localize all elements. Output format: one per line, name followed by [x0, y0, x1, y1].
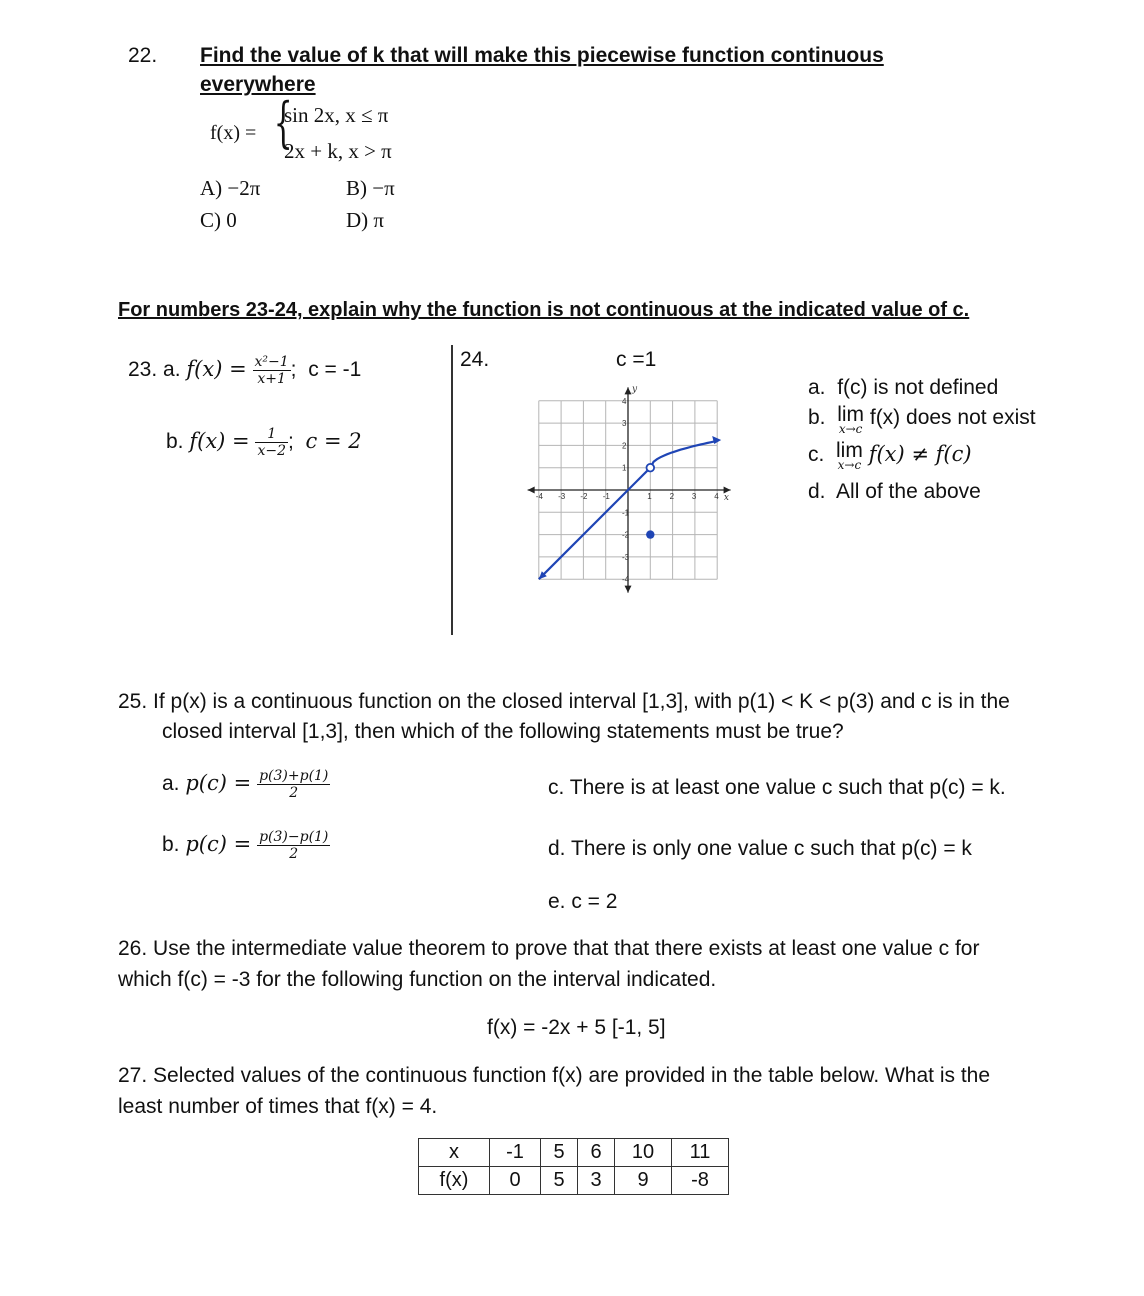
- table-cell: 10: [615, 1139, 672, 1167]
- q23a: [128, 354, 361, 387]
- q22-piece1: sin 2x, x ≤ π: [284, 103, 389, 127]
- table-cell: -8: [672, 1167, 729, 1195]
- table-cell: 0: [490, 1167, 541, 1195]
- q24-option-d[interactable]: [808, 480, 981, 504]
- x-tick-label: 2: [669, 492, 675, 501]
- lim-word: lim: [837, 403, 865, 426]
- q25-line2: closed interval [1,3], then which of the following statements must be true?: [162, 720, 844, 743]
- x-tick-label: -4: [535, 492, 543, 501]
- lim-word: lim: [836, 439, 863, 462]
- y-tick-label: 4: [622, 396, 627, 406]
- q23b-den: x−2: [257, 443, 287, 459]
- q22-option-a[interactable]: [200, 176, 260, 201]
- table-row-fx: [419, 1167, 729, 1195]
- vertical-divider: [451, 345, 453, 635]
- q22-piece2: 2x + k, x > π: [284, 139, 392, 163]
- q23a-den: x+1: [257, 371, 286, 387]
- table-cell: 11: [672, 1139, 729, 1167]
- x-tick-label: -1: [602, 492, 610, 501]
- q27-values-table: [418, 1138, 729, 1195]
- q25a-den: 2: [289, 785, 299, 801]
- y-axis-arrow-up: [625, 387, 632, 394]
- q23a-fx: f(x) =: [186, 357, 247, 382]
- x-tick-label: -3: [558, 492, 566, 501]
- q25-option-c[interactable]: c. There is at least one value c such that p(c) = k.: [548, 776, 1006, 799]
- option-text: f(c) is not defined: [837, 376, 999, 399]
- row-header-fx: f(x): [419, 1167, 490, 1195]
- option-label: b.: [162, 833, 180, 857]
- table-cell: 6: [578, 1139, 615, 1167]
- lim-notation: [836, 439, 863, 472]
- option-value: 0: [226, 208, 237, 232]
- option-label: A): [200, 176, 223, 200]
- q25b-num: p(3)−p(1): [259, 829, 329, 845]
- q23a-fraction: [253, 354, 291, 387]
- q22-brace: {: [273, 91, 293, 154]
- option-value: −2π: [227, 176, 261, 200]
- lim-notation: [837, 403, 865, 436]
- q22-fx-label: f(x) =: [210, 122, 257, 144]
- open-point: [647, 464, 655, 472]
- closed-point: [646, 530, 654, 538]
- option-label: d.: [808, 480, 826, 503]
- q23b-fraction: [255, 426, 288, 459]
- q24-c-value: c =1: [616, 348, 657, 371]
- y-tick-label: 2: [622, 441, 627, 451]
- q23a-num: x²−1: [254, 354, 289, 370]
- row-header-x: x: [419, 1139, 490, 1167]
- q23b-c: c = 2: [305, 429, 362, 454]
- q27-line2: least number of times that f(x) = 4.: [118, 1095, 438, 1118]
- q27-line1: 27. Selected values of the continuous function f(x) are provided in the table below. What is the: [118, 1064, 991, 1087]
- q26-line2: which f(c) = -3 for the following function on the interval indicated.: [118, 968, 717, 991]
- q25-option-a[interactable]: [162, 768, 330, 801]
- section-23-24-heading: For numbers 23-24, explain why the function is not continuous at the indicated value of c.: [118, 299, 970, 321]
- q25a-fraction: [257, 768, 330, 801]
- q24-option-a[interactable]: [808, 376, 998, 400]
- x-axis-arrow-left: [528, 487, 535, 494]
- option-label: a.: [162, 772, 180, 796]
- q25-option-e[interactable]: e. c = 2: [548, 890, 618, 913]
- graph-plot: [539, 436, 721, 579]
- q23b-label: b.: [166, 430, 184, 454]
- table-cell: 5: [541, 1167, 578, 1195]
- option-label: a.: [808, 376, 826, 399]
- q22-number: 22.: [128, 44, 158, 67]
- q25-line1: 25. If p(x) is a continuous function on the closed interval [1,3], with p(1) < K < p(3) and c is in the: [118, 690, 1010, 713]
- table-cell: 9: [615, 1167, 672, 1195]
- table-row-x: [419, 1139, 729, 1167]
- y-tick-label: -3: [622, 552, 630, 562]
- x-axis-label: x: [723, 493, 729, 503]
- x-tick-label: 3: [691, 492, 697, 501]
- q22-option-d[interactable]: [346, 208, 384, 233]
- linear-segment: [539, 468, 651, 580]
- q26-line1: 26. Use the intermediate value theorem to prove that that there exists at least one value c for: [118, 937, 980, 960]
- q24-graph: [518, 378, 740, 594]
- q22-option-b[interactable]: [346, 176, 395, 201]
- option-lhs: p(c) =: [185, 771, 252, 796]
- x-tick-label: -2: [580, 492, 588, 501]
- semicolon: ;: [288, 430, 294, 454]
- option-lhs: p(c) =: [185, 832, 252, 857]
- option-label: b.: [808, 406, 826, 429]
- q23a-c: c = -1: [308, 358, 362, 382]
- q23b-fx: f(x) =: [189, 429, 250, 454]
- q22-prompt-line2: everywhere: [200, 73, 316, 96]
- lim-sub: x→c: [838, 422, 863, 436]
- table-cell: -1: [490, 1139, 541, 1167]
- option-text: f(x) does not exist: [869, 406, 1036, 429]
- x-tick-label: 4: [714, 492, 719, 501]
- q24-number: 24.: [460, 348, 490, 371]
- q23a-label: 23. a.: [128, 358, 181, 382]
- q25b-fraction: [257, 829, 330, 862]
- option-value: −π: [372, 176, 395, 200]
- q26-function: f(x) = -2x + 5 [-1, 5]: [487, 1016, 666, 1039]
- x-tick-label: 1: [647, 492, 652, 501]
- option-label: c.: [808, 443, 825, 466]
- y-tick-label: -2: [622, 530, 630, 540]
- q22-prompt-line1: Find the value of k that will make this piecewise function continuous: [200, 44, 884, 67]
- q25a-num: p(3)+p(1): [259, 768, 329, 784]
- option-label: B): [346, 176, 367, 200]
- q25b-den: 2: [289, 846, 299, 862]
- option-label: D): [346, 208, 369, 232]
- q24-option-c[interactable]: [808, 439, 972, 472]
- y-tick-label: -1: [622, 508, 630, 518]
- q25-option-d[interactable]: d. There is only one value c such that p(c) = k: [548, 837, 972, 860]
- option-text: f(x) ≠ f(c): [868, 442, 972, 466]
- option-text: All of the above: [836, 480, 981, 503]
- q24-option-b[interactable]: [808, 403, 1036, 436]
- y-tick-label: -4: [622, 575, 630, 585]
- q25-option-b[interactable]: [162, 829, 330, 862]
- q22-option-c[interactable]: [200, 208, 237, 233]
- y-tick-label: 1: [622, 463, 627, 473]
- y-axis-arrow-down: [625, 586, 632, 593]
- semicolon: ;: [290, 358, 297, 382]
- lim-sub: x→c: [837, 458, 862, 472]
- option-label: C): [200, 208, 221, 232]
- option-value: π: [373, 208, 385, 232]
- q23b-num: 1: [255, 426, 288, 443]
- table-cell: 5: [541, 1139, 578, 1167]
- y-axis-label: y: [632, 384, 638, 395]
- table-cell: 3: [578, 1167, 615, 1195]
- y-tick-label: 3: [622, 419, 627, 429]
- q23b: [166, 426, 362, 459]
